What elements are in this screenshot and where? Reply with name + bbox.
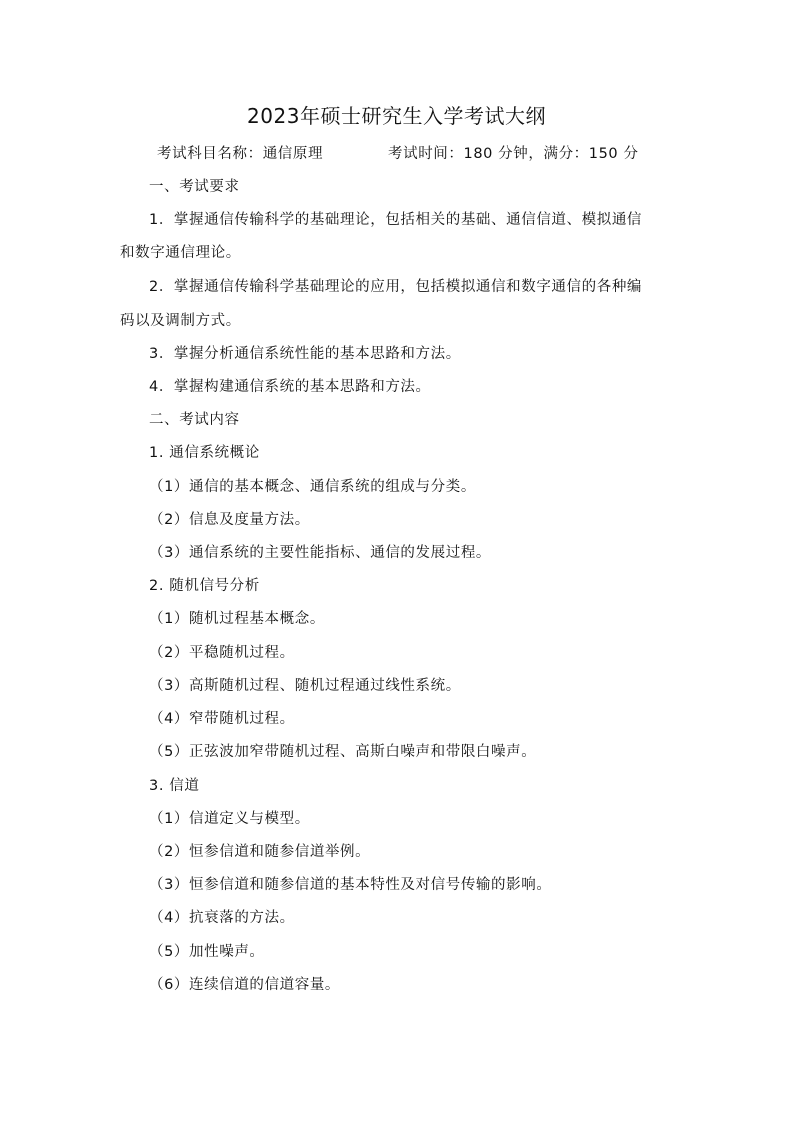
chapter-item: （5）加性噪声。 — [149, 944, 265, 960]
chapter-title: 3. 信道 — [149, 778, 200, 794]
requirement-item: 2．掌握通信传输科学基础理论的应用，包括模拟通信和数字通信的各种编 — [149, 279, 643, 295]
chapter-item: （2）恒参信道和随参信道举例。 — [149, 844, 371, 860]
section-heading-requirements: 一、考试要求 — [149, 179, 240, 195]
requirement-item: 3．掌握分析通信系统性能的基本思路和方法。 — [149, 346, 461, 362]
requirement-item-continuation: 码以及调制方式。 — [120, 313, 241, 329]
chapter-item: （3）通信系统的主要性能指标、通信的发展过程。 — [149, 545, 492, 561]
chapter-item: （1）通信的基本概念、通信系统的组成与分类。 — [149, 479, 476, 495]
chapter-item: （5）正弦波加窄带随机过程、高斯白噪声和带限白噪声。 — [149, 744, 537, 760]
chapter-item: （3）高斯随机过程、随机过程通过线性系统。 — [149, 678, 461, 694]
requirement-item: 4．掌握构建通信系统的基本思路和方法。 — [149, 379, 431, 395]
chapter-title: 2. 随机信号分析 — [149, 578, 260, 594]
chapter-item: （4）窄带随机过程。 — [149, 711, 295, 727]
chapter-item: （2）平稳随机过程。 — [149, 645, 295, 661]
section-heading-content: 二、考试内容 — [149, 412, 240, 428]
chapter-item: （1）随机过程基本概念。 — [149, 611, 325, 627]
chapter-item: （6）连续信道的信道容量。 — [149, 977, 341, 993]
requirement-item: 1．掌握通信传输科学的基础理论，包括相关的基础、通信信道、模拟通信 — [149, 212, 643, 228]
chapter-title: 1. 通信系统概论 — [149, 445, 260, 461]
chapter-item: （4）抗衰落的方法。 — [149, 910, 295, 926]
chapter-item: （2）信息及度量方法。 — [149, 512, 310, 528]
exam-subject: 考试科目名称：通信原理 — [157, 146, 324, 162]
exam-time-score: 考试时间：180 分钟，满分：150 分 — [388, 146, 639, 162]
document-title: 2023年硕士研究生入学考试大纲 — [247, 104, 546, 128]
requirement-item-continuation: 和数字通信理论。 — [120, 245, 241, 261]
chapter-item: （3）恒参信道和随参信道的基本特性及对信号传输的影响。 — [149, 877, 552, 893]
chapter-item: （1）信道定义与模型。 — [149, 811, 310, 827]
